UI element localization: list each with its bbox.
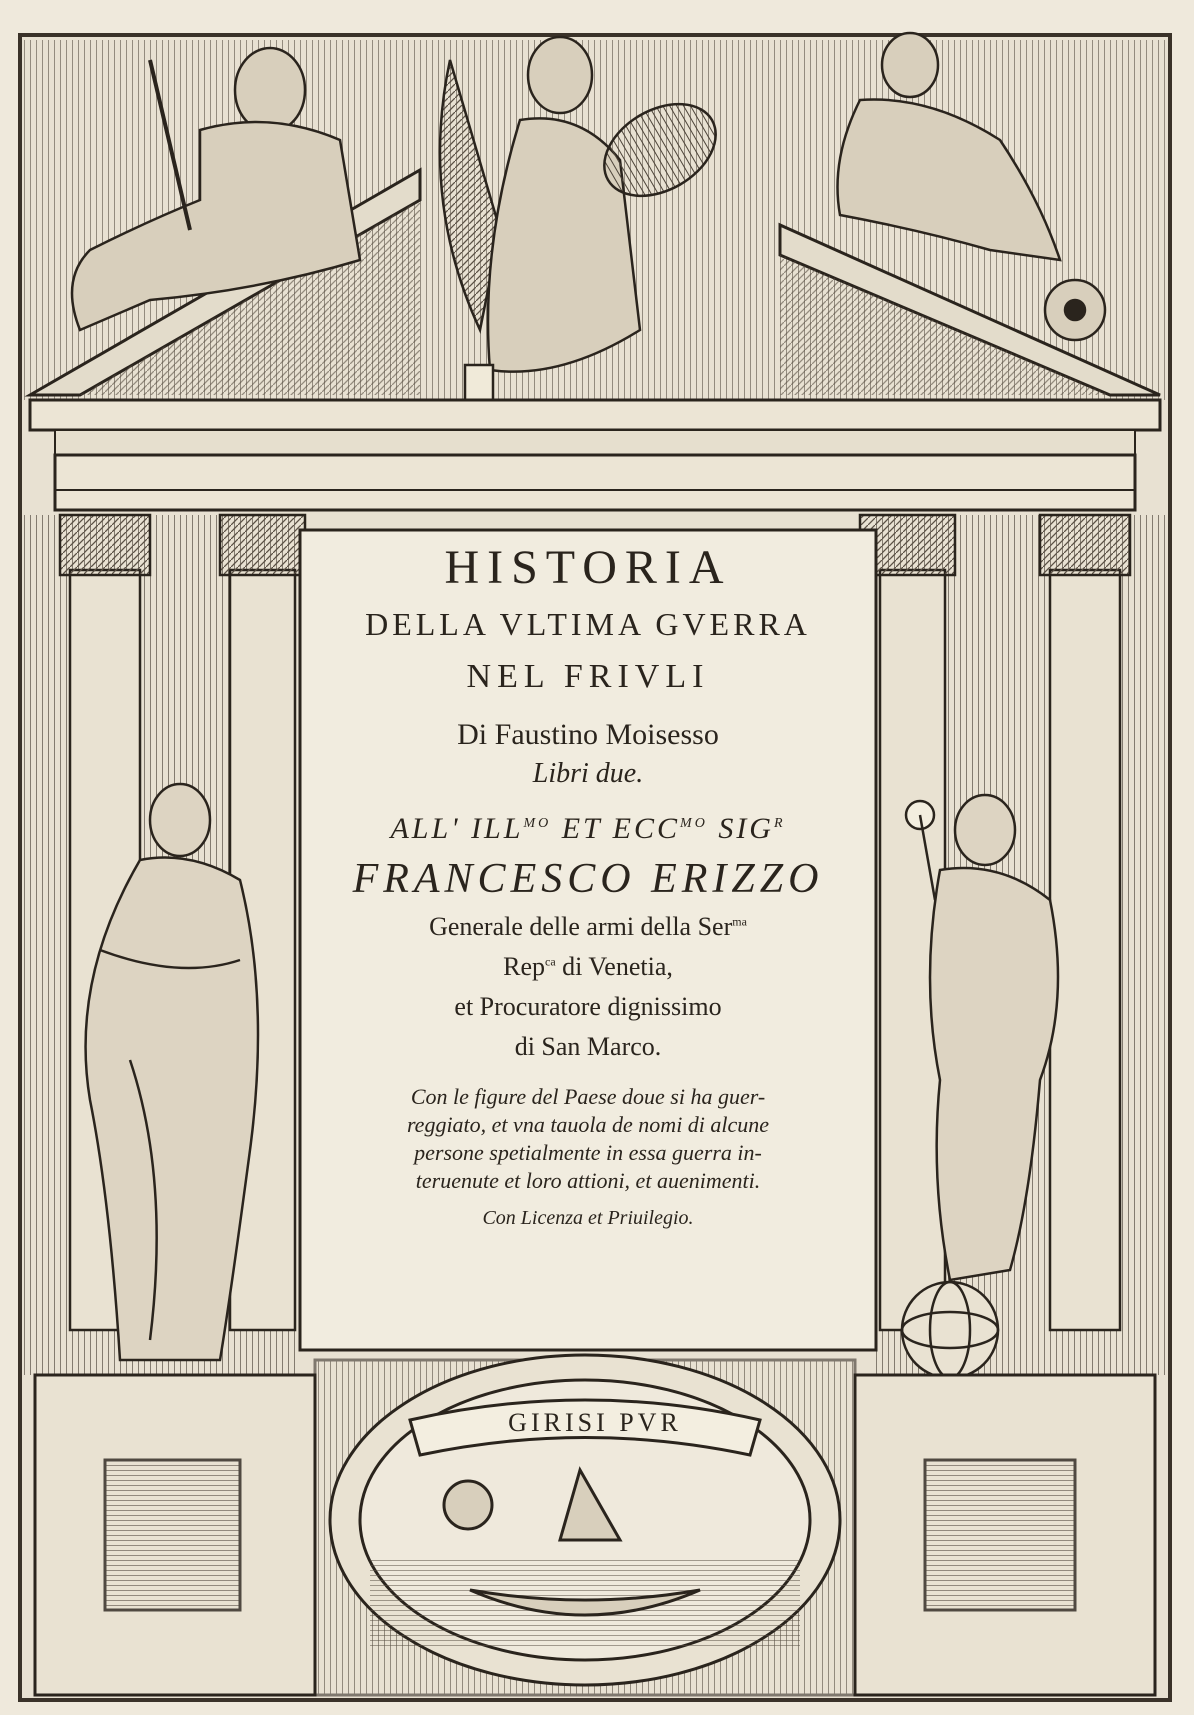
description-line: reggiato, et vna tauola de nomi di alcune: [406, 1112, 770, 1137]
globe: [902, 1282, 998, 1378]
subtitle-line-1: DELLA VLTIMA GVERRA: [365, 606, 811, 642]
role-line-2: Rep$^{ca}$ di Venetia,: [503, 952, 673, 981]
license-line: Con Licenza et Priuilegio.: [482, 1207, 694, 1229]
description-line: persone spetialmente in essa guerra in-: [414, 1140, 762, 1165]
author-line: Di Faustino Moisesso: [457, 718, 719, 751]
description-block: [300, 1086, 876, 1192]
book-title: HISTORIA: [444, 541, 732, 594]
role-line-1: Generale delle armi della Ser$^{ma}$: [429, 912, 747, 941]
role-line-3: et Procuratore dignissimo: [454, 992, 722, 1021]
books-line: Libri due.: [532, 758, 644, 789]
dedication-line: ALL' $ILL^{MO}$ ET $ECC^{MO}$ $SIG^R$: [390, 812, 786, 845]
emblem-cartouche: [330, 1355, 840, 1685]
dedicatee-name: FRANCESCO ERIZZO: [352, 856, 824, 902]
role-line-4: di San Marco.: [514, 1032, 662, 1061]
entablature: [30, 400, 1160, 510]
title-block: [300, 530, 876, 1350]
subtitle-line-2: NEL FRIVLI: [466, 658, 710, 695]
description-line: Con le figure del Paese doue si ha guer-: [410, 1084, 766, 1109]
emblem-motto: GIRISI PVR: [508, 1408, 682, 1437]
description-line: teruenute et loro attioni, et auenimenti.: [415, 1168, 761, 1193]
